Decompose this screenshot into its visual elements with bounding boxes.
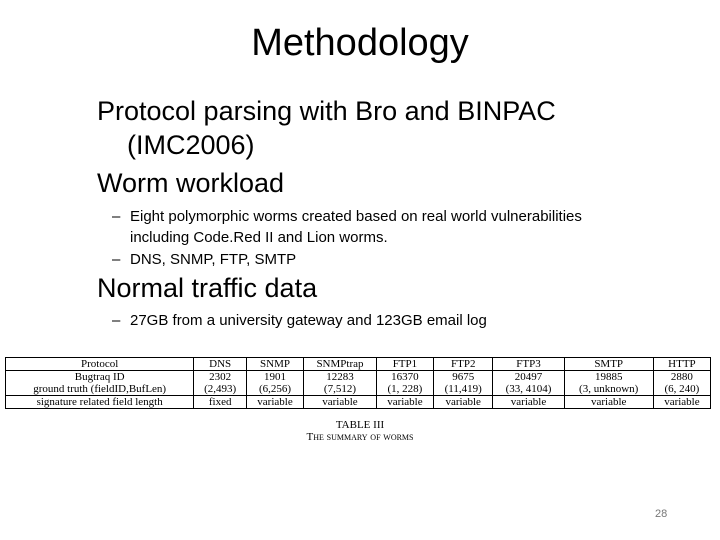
- sub-bullet-line-1: Eight polymorphic worms created based on real world vulnerabilities: [130, 208, 582, 225]
- bullet-worm-workload: Worm workload: [97, 168, 285, 198]
- table-cell: (2,493): [194, 383, 247, 396]
- table-cell: variable: [433, 396, 492, 409]
- table-cell: variable: [493, 396, 564, 409]
- table-cell: 20497: [493, 371, 564, 384]
- header-snmp: SNMP: [246, 358, 303, 371]
- table-row: [6, 396, 711, 409]
- header-http: HTTP: [653, 358, 710, 371]
- table-row: [6, 383, 711, 396]
- table-header-row: [6, 358, 711, 371]
- dash-marker: –: [112, 312, 121, 329]
- page-number: 28: [655, 508, 668, 520]
- table-cell: (3, unknown): [564, 383, 653, 396]
- dash-marker: –: [112, 251, 121, 268]
- table-cell: 9675: [433, 371, 492, 384]
- table-caption-label: TABLE III: [335, 419, 385, 431]
- table-cell: (33, 4104): [493, 383, 564, 396]
- bullet-protocol-parsing: Protocol parsing with Bro and BINPAC: [97, 96, 556, 126]
- header-protocol: Protocol: [6, 358, 194, 371]
- worm-summary-table: [5, 357, 711, 409]
- table-cell: 19885: [564, 371, 653, 384]
- table-cell: variable: [653, 396, 710, 409]
- sub-bullet-line-2: including Code.Red II and Lion worms.: [130, 229, 388, 246]
- table-cell: fixed: [194, 396, 247, 409]
- bullet-protocol-parsing-cont: (IMC2006): [127, 130, 255, 160]
- sub-bullet-polymorphic-worms: [112, 206, 670, 248]
- table-cell: 2880: [653, 371, 710, 384]
- header-snmptrap: SNMPtrap: [304, 358, 377, 371]
- sub-bullet-protocols-text: DNS, SNMP, FTP, SMTP: [130, 251, 297, 268]
- table-cell: variable: [564, 396, 653, 409]
- table-cell: 2302: [194, 371, 247, 384]
- slide-title: Methodology: [251, 22, 469, 64]
- worm-summary-table-container: [5, 357, 711, 409]
- table-cell: (1, 228): [376, 383, 433, 396]
- table-cell: signature related field length: [6, 396, 194, 409]
- sub-bullet-traffic-size: [112, 310, 670, 331]
- table-row: [6, 371, 711, 384]
- header-ftp3: FTP3: [493, 358, 564, 371]
- header-dns: DNS: [194, 358, 247, 371]
- table-cell: (6, 240): [653, 383, 710, 396]
- table-cell: 12283: [304, 371, 377, 384]
- header-ftp1: FTP1: [376, 358, 433, 371]
- header-smtp: SMTP: [564, 358, 653, 371]
- table-caption-text: The summary of worms: [306, 431, 414, 443]
- sub-bullet-protocols: [112, 249, 670, 270]
- dash-marker: –: [112, 208, 121, 225]
- table-cell: ground truth (fieldID,BufLen): [6, 383, 194, 396]
- table-cell: (7,512): [304, 383, 377, 396]
- table-cell: variable: [246, 396, 303, 409]
- table-cell: 1901: [246, 371, 303, 384]
- table-cell: 16370: [376, 371, 433, 384]
- table-caption: [0, 419, 720, 443]
- bullet-normal-traffic: Normal traffic data: [97, 273, 318, 303]
- table-cell: (11,419): [433, 383, 492, 396]
- table-cell: (6,256): [246, 383, 303, 396]
- sub-bullet-traffic-text: 27GB from a university gateway and 123GB email log: [130, 312, 487, 329]
- table-cell: Bugtraq ID: [6, 371, 194, 384]
- table-cell: variable: [304, 396, 377, 409]
- header-ftp2: FTP2: [433, 358, 492, 371]
- table-cell: variable: [376, 396, 433, 409]
